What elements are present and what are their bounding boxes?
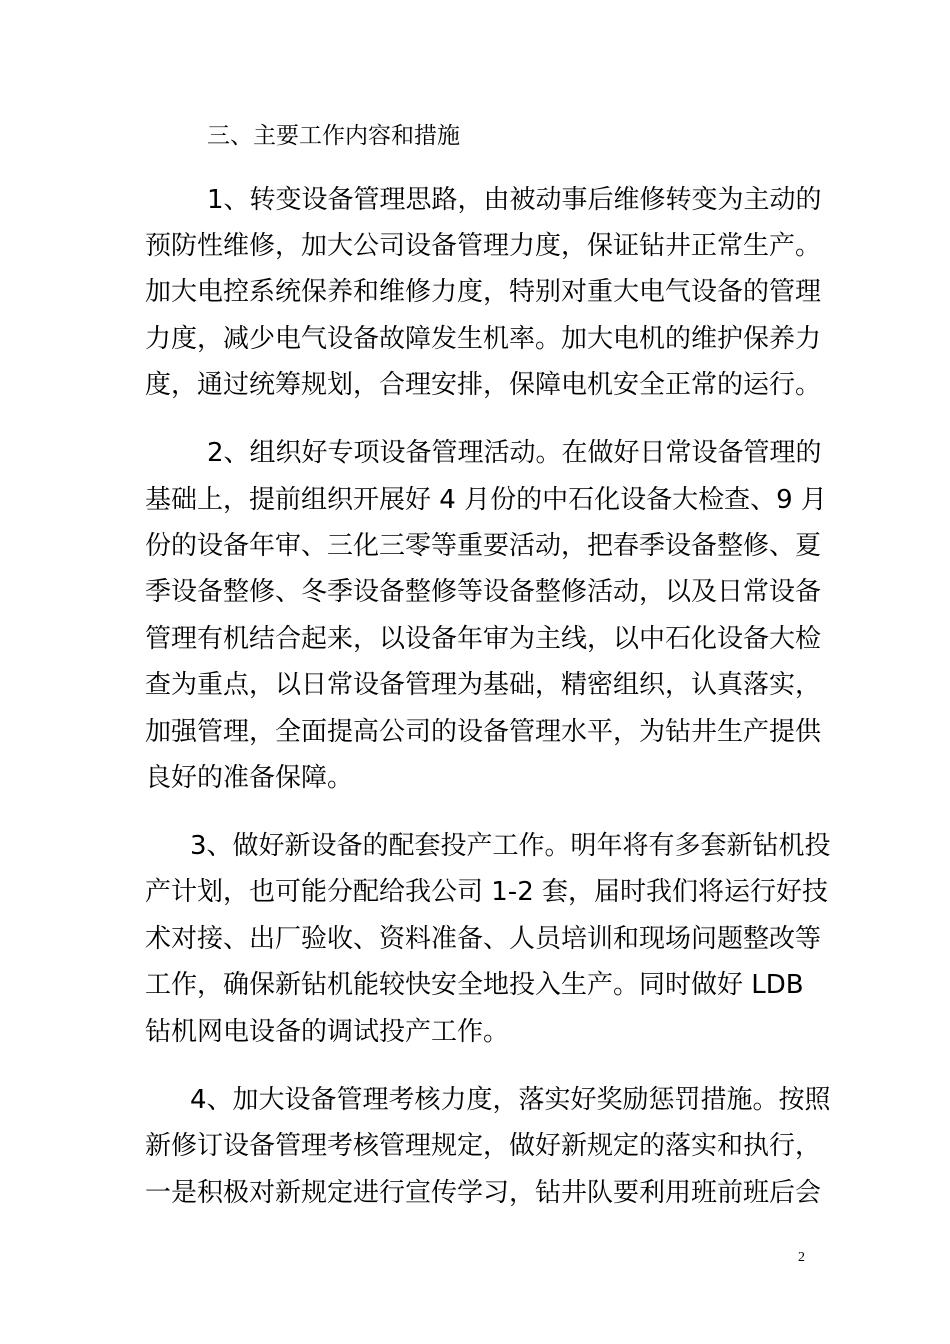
paragraph-line: 新修订设备管理考核管理规定，做好新规定的落实和执行， xyxy=(145,1131,822,1161)
paragraph-line: 产计划，也可能分配给我公司 1-2 套，届时我们将运行好技 xyxy=(145,877,828,907)
paragraph-line: 季设备整修、冬季设备整修等设备整修活动，以及日常设备 xyxy=(145,577,822,607)
paragraph-line: 份的设备年审、三化三零等重要活动，把春季设备整修、夏 xyxy=(145,531,822,561)
paragraph-line: 度，通过统筹规划，合理安排，保障电机安全正常的运行。 xyxy=(145,370,822,400)
paragraph-line: 加大电控系统保养和维修力度，特别对重大电气设备的管理 xyxy=(145,277,822,307)
section-heading: 三、主要工作内容和措施 xyxy=(207,123,460,149)
paragraph-line: 1、转变设备管理思路，由被动事后维修转变为主动的 xyxy=(207,185,822,215)
paragraph-line: 术对接、出厂验收、资料准备、人员培训和现场问题整改等 xyxy=(145,924,822,954)
paragraph-line: 工作，确保新钻机能较快安全地投入生产。同时做好 LDB xyxy=(145,970,804,1000)
paragraph-line: 4、加大设备管理考核力度，落实好奖励惩罚措施。按照 xyxy=(190,1085,831,1115)
paragraph-line: 3、做好新设备的配套投产工作。明年将有多套新钻机投 xyxy=(190,831,831,861)
paragraph-line: 2、组织好专项设备管理活动。在做好日常设备管理的 xyxy=(207,438,822,468)
paragraph-line: 良好的准备保障。 xyxy=(145,763,354,793)
paragraph-line: 管理有机结合起来，以设备年审为主线，以中石化设备大检 xyxy=(145,624,822,654)
paragraph-line: 一是积极对新规定进行宣传学习，钻井队要利用班前班后会 xyxy=(145,1178,822,1208)
paragraph-line: 加强管理，全面提高公司的设备管理水平，为钻井生产提供 xyxy=(145,717,822,747)
paragraph-line: 钻机网电设备的调试投产工作。 xyxy=(145,1017,510,1047)
paragraph-line: 查为重点，以日常设备管理为基础，精密组织，认真落实， xyxy=(145,670,822,700)
paragraph-line: 力度，减少电气设备故障发生机率。加大电机的维护保养力 xyxy=(145,324,822,354)
page-number: 2 xyxy=(798,1250,805,1265)
paragraph-line: 基础上，提前组织开展好 4 月份的中石化设备大检查、9 月 xyxy=(145,485,827,515)
paragraph-line: 预防性维修，加大公司设备管理力度，保证钻井正常生产。 xyxy=(145,231,822,261)
